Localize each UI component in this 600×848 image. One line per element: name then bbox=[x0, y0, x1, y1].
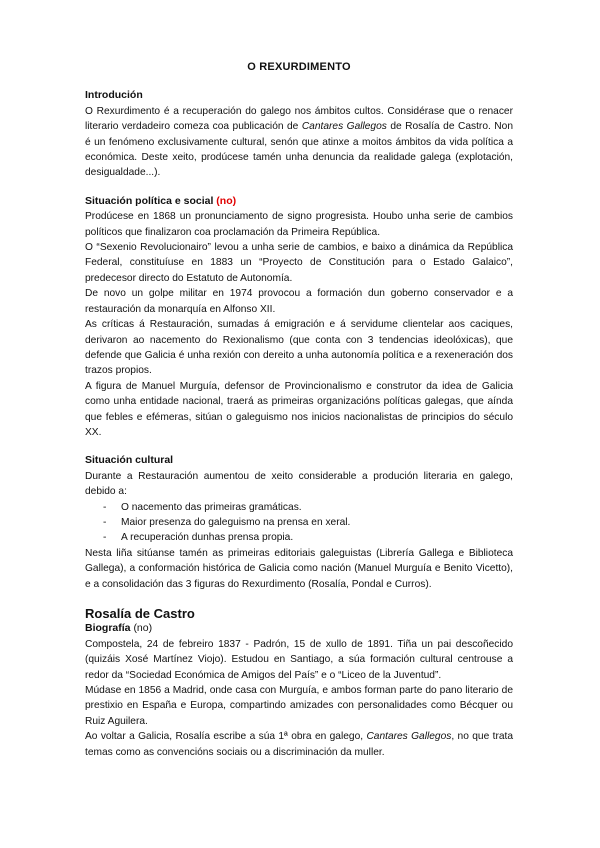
rosalia-paragraph-3 bbox=[85, 729, 513, 760]
document-page bbox=[85, 60, 513, 760]
document-title: O REXURDIMENTO bbox=[247, 61, 351, 73]
intro-paragraph bbox=[85, 104, 513, 181]
list-item: - Maior presenza do galeguismo na prensa en xeral. bbox=[85, 515, 513, 530]
rosalia-p3-after: , no que trata temas como as convencións sociais ou a discriminación da muller. bbox=[85, 731, 513, 758]
biography-heading bbox=[85, 621, 513, 636]
politics-heading-text: Situación política e social bbox=[85, 194, 214, 207]
list-item: - O nacemento das primeiras gramáticas. bbox=[85, 500, 513, 515]
culture-lead: Durante a Restauración aumentou de xeito considerable a produción literaria en galego, debido a: bbox=[85, 470, 513, 498]
culture-section bbox=[85, 453, 513, 592]
politics-paragraph-3: De novo un golpe militar en 1974 provocou a formación dun goberno conservador e a restauración da monarquía en Alfonso XII. bbox=[85, 288, 513, 315]
culture-heading: Situación cultural bbox=[85, 454, 174, 467]
rosalia-section bbox=[85, 606, 513, 760]
politics-section bbox=[85, 194, 513, 441]
intro-heading: Introdución bbox=[85, 89, 143, 102]
politics-tag: (no) bbox=[216, 194, 237, 207]
politics-paragraph-5: A figura de Manuel Murguía, defensor de Provincionalismo e construtor da idea de Galicia como unha entidade nacional, traerá as primeiras organizacións políticas galegas, que aínda que febles e efémeras, sitúan o galeguismo nos inicios nacionalistas de principios do século XX. bbox=[85, 380, 513, 438]
intro-italic-title: Cantares Gallegos bbox=[301, 121, 387, 133]
intro-text-after: de Rosalía de Castro. Non é un fenómeno exclusivamente cultural, senón que atinxe a moitos ámbitos da vida política a económica. Deste xeito, prodúcese tamén unha denuncia da realidade galega (explotación, desigualdade...). bbox=[85, 121, 513, 179]
intro-text-before: O Rexurdimento é a recuperación do galego nos ámbitos cultos. Considérase que o renacer literario verdadeiro comeza coa publicación de bbox=[85, 105, 513, 133]
biography-tag: (no) bbox=[133, 622, 153, 635]
politics-paragraph-2: O “Sexenio Revolucionairo” levou a unha serie de cambios, e baixo a dinámica da República Federal, constituíuse en 1883 un “Proyecto de Constitución para o Estado Galaico”, predecesor directo do Estatuto de Autonomía. bbox=[85, 242, 513, 284]
politics-paragraph-1: Prodúcese en 1868 un pronunciamento de signo progresista. Houbo unha serie de cambios políticos que finalizaron coa proclamación da Primeira República. bbox=[85, 211, 513, 238]
biography-heading-text: Biografía bbox=[85, 622, 131, 635]
rosalia-paragraph-1: Compostela, 24 de febreiro 1837 - Padrón, 15 de xullo de 1891. Tiña un pai descoñecido (quizáis Xosé Martínez Viojo). Estudou en Santiago, a súa formación cultural centrouse a redor da “Sociedad Económica de Amigos del País” e o “Liceo de la Juventud”. bbox=[85, 638, 513, 681]
culture-list bbox=[85, 500, 513, 546]
intro-section bbox=[85, 88, 513, 180]
list-item: - A recuperación dunhas prensa propia. bbox=[85, 530, 513, 545]
politics-paragraph-4: As críticas á Restauración, sumadas á emigración e á servidume clientelar aos caciques, derivaron ao nacemento do Rexionalismo (que conta con 3 tendencias ideolóxicas), que defende que Galicia é unha rexión con dereito a unha autonomía política e a rexeneración dos trazos propios. bbox=[85, 319, 513, 377]
rosalia-p3-before: Ao voltar a Galicia, Rosalía escribe a súa 1ª obra en galego, bbox=[85, 731, 367, 743]
rosalia-p3-italic-title: Cantares Gallegos bbox=[366, 731, 452, 743]
politics-heading bbox=[85, 194, 513, 209]
rosalia-heading: Rosalía de Castro bbox=[85, 606, 195, 621]
rosalia-paragraph-2: Múdase en 1856 a Madrid, onde casa con Murguía, e ambos forman parte do pano literario de prestixio en España e Europa, compartindo amizades con personalidades como Bécquer ou Ruiz Aguilera. bbox=[85, 685, 513, 727]
culture-closing: Nesta liña sitúanse tamén as primeiras editoriais galeguistas (Librería Gallega e Biblioteca Gallega), a conformación histórica de Galicia como nación (Manuel Murguía e Benito Vicetto), e a consolidación das 3 figuras do Rexurdimento (Rosalía, Pondal e Curros). bbox=[85, 547, 513, 590]
